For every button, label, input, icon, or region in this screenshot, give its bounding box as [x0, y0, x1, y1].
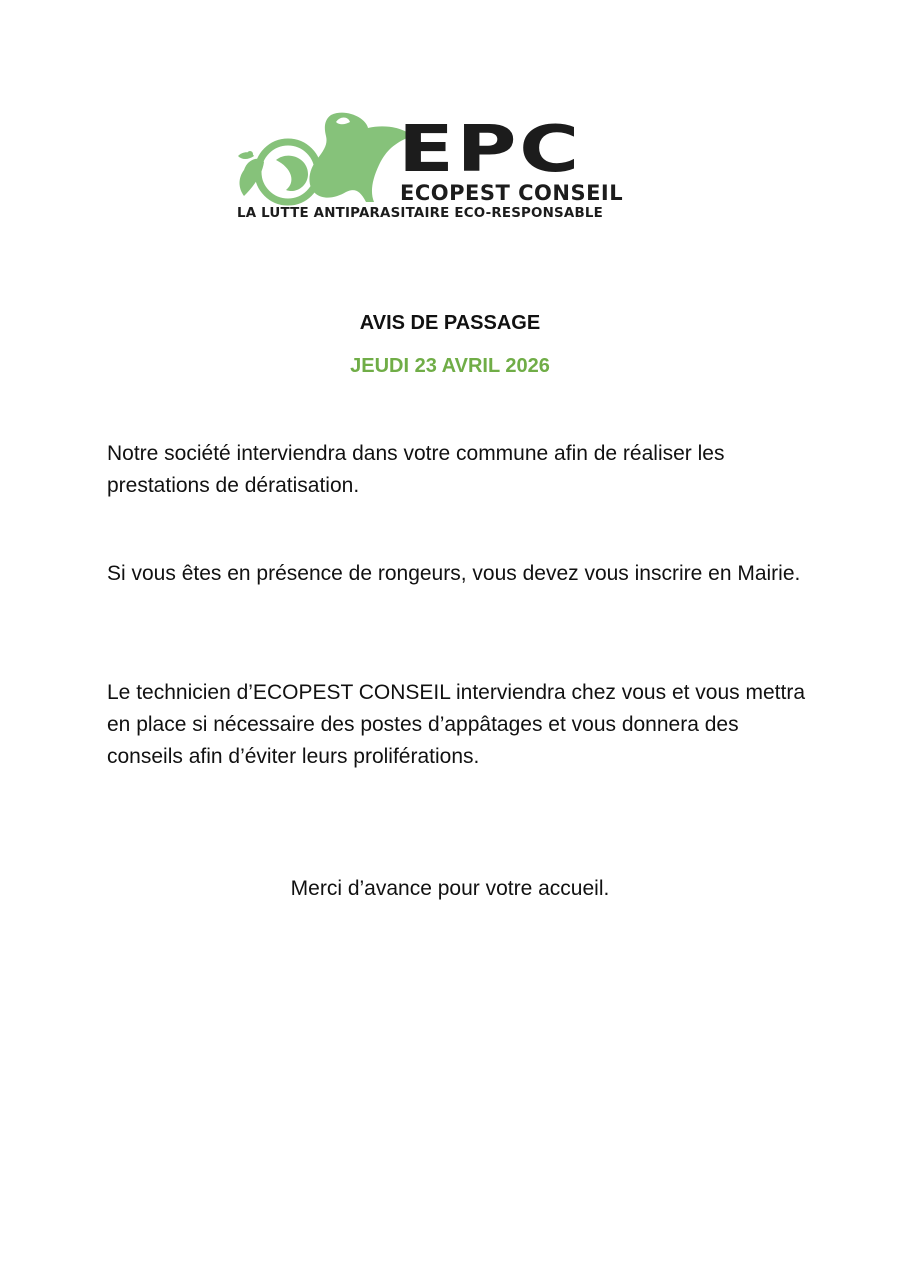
paragraph-intervention: Notre société interviendra dans votre commune afin de réaliser les prestations de dératisation. [107, 442, 725, 497]
notice-date: JEUDI 23 AVRIL 2026 [350, 355, 550, 377]
notice-title: AVIS DE PASSAGE [359, 312, 541, 334]
closing-thanks: Merci d’avance pour votre accueil. [290, 877, 610, 900]
paragraph-technician: Le technicien d’ECOPEST CONSEIL interviendra chez vous et vous mettra en place si nécessaire des postes d’appâtages et vous donnera des conseils afin d’éviter leurs proliférations. [107, 681, 805, 768]
logo-tagline: LA LUTTE ANTIPARASITAIRE ECO-RESPONSABLE [237, 206, 603, 221]
logo-acronym: EPC [398, 113, 582, 187]
logo-company-name: ECOPEST CONSEIL [400, 181, 624, 205]
paragraph-registration: Si vous êtes en présence de rongeurs, vous devez vous inscrire en Mairie. [107, 562, 801, 585]
